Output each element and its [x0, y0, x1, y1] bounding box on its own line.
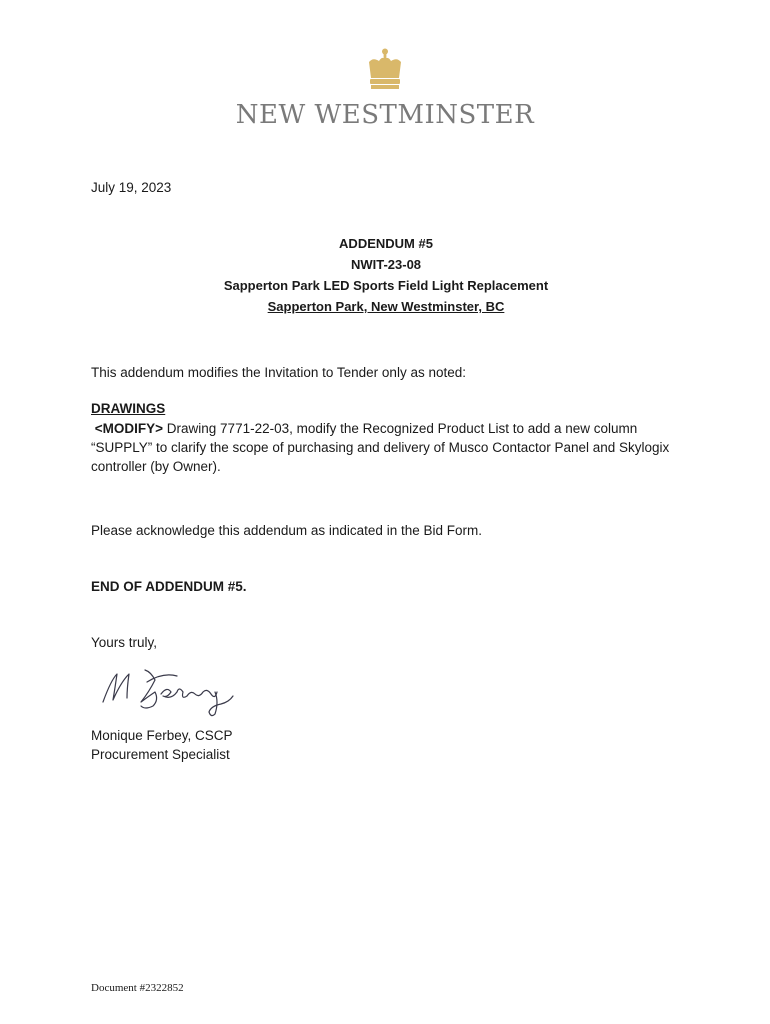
modify-paragraph [91, 419, 681, 476]
project-location: Sapperton Park, New Westminster, BC [267, 299, 505, 314]
signer-title: Procurement Specialist [91, 747, 230, 762]
acknowledge-paragraph: Please acknowledge this addendum as indicated in the Bid Form. [91, 523, 482, 538]
modify-tag: <MODIFY> [94, 421, 164, 436]
project-name: Sapperton Park LED Sports Field Light Replacement [223, 278, 549, 293]
end-note: END OF ADDENDUM #5. [91, 579, 247, 594]
modify-text: Drawing 7771-22-03, modify the Recognized Product List to add a new column “SUPPLY” to clarify the scope of purchasing and delivery of Musco Contactor Panel and Skylogix controller (by Owner). [91, 421, 670, 474]
crown-logo-icon [365, 48, 405, 96]
section-drawings-title: DRAWINGS [91, 401, 166, 416]
closing-salutation: Yours truly, [91, 635, 158, 650]
signer-block [91, 726, 681, 764]
letter-date: July 19, 2023 [91, 180, 172, 195]
project-number: NWIT-23-08 [350, 257, 422, 272]
addendum-heading [91, 233, 681, 317]
signature-image [97, 662, 237, 720]
signer-name: Monique Ferbey, CSCP [91, 728, 233, 743]
addendum-title: ADDENDUM #5 [339, 236, 433, 251]
document-number: Document #2322852 [91, 982, 184, 994]
letterhead [0, 48, 770, 130]
intro-paragraph: This addendum modifies the Invitation to Tender only as noted: [91, 365, 466, 380]
letter-body [91, 178, 681, 764]
org-name: NEW WESTMINSTER [235, 100, 535, 130]
